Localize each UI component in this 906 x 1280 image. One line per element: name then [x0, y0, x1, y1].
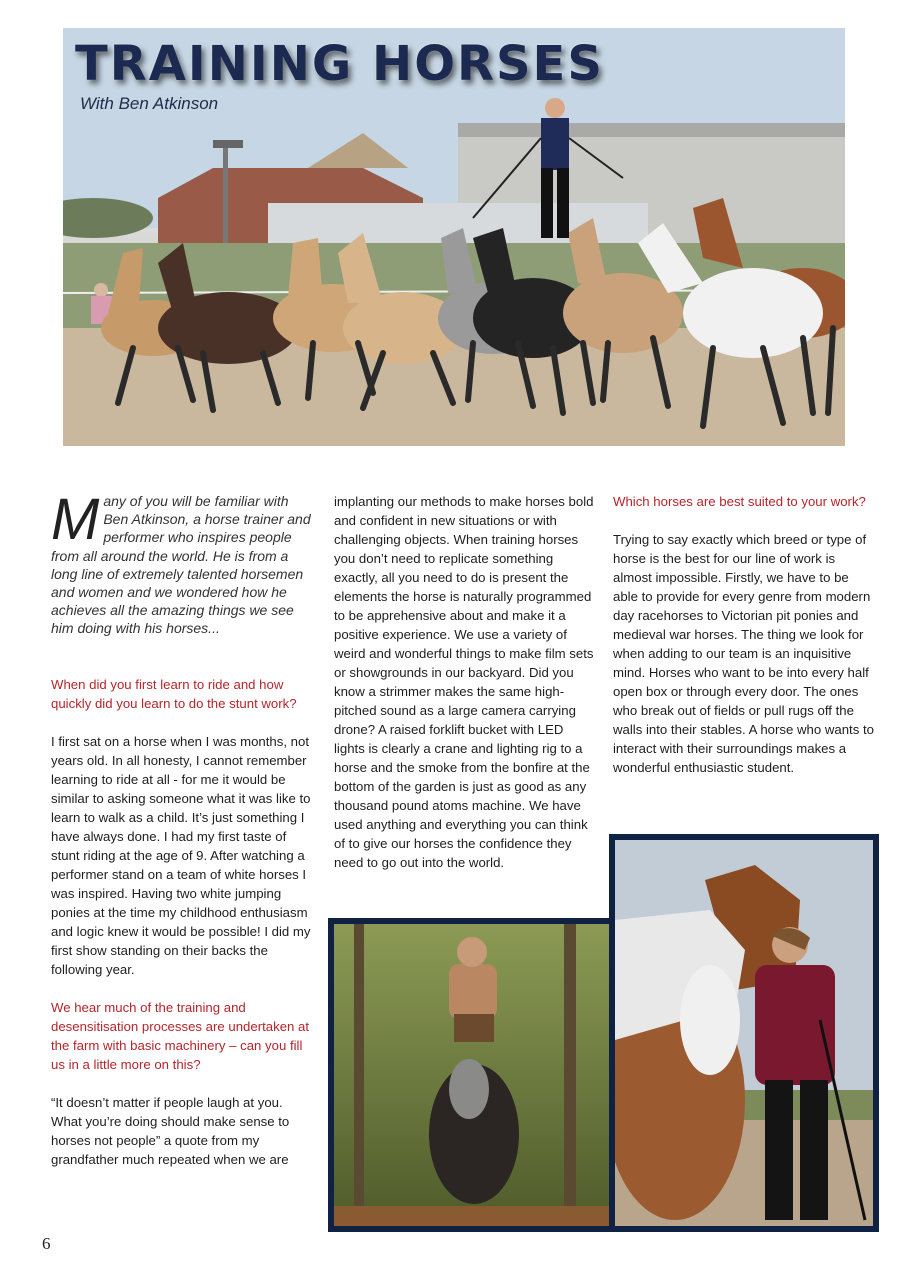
- question-heading: Which horses are best suited to your work?: [613, 494, 866, 509]
- intro-paragraph: [51, 487, 317, 638]
- trainer-with-horses-illustration: [615, 840, 873, 1226]
- article-title: TRAINING HORSES: [75, 36, 604, 92]
- hero-photo: [63, 28, 845, 446]
- article-subtitle: With Ben Atkinson: [80, 94, 219, 113]
- trainer-horses-photo-frame: [609, 834, 879, 1232]
- answer-paragraph: “It doesn’t matter if people laugh at you. What you’re doing should make sense to horses not people” a quote from my grandfather much repeated when we are: [51, 1094, 290, 1167]
- drop-cap: M: [51, 487, 100, 552]
- column-1: [51, 487, 317, 1169]
- column-3: [613, 492, 875, 777]
- question-heading: When did you first learn to ride and how quickly did you learn to do the stunt work?: [51, 676, 297, 711]
- column-2: [334, 492, 596, 872]
- intro-text: any of you will be familiar with Ben Atkinson, a horse trainer and performer who inspires people from all around the world. He is from a long line of extremely talented horsemen and women and we wondered how he achieves all the amazing things we see him doing with his horses...: [51, 493, 311, 637]
- question-heading: We hear much of the training and desensitisation processes are undertaken at the farm with basic machinery – can you fill us in a little more on this?: [51, 999, 310, 1072]
- answer-paragraph: Trying to say exactly which breed or type of horse is the best for our line of work is almost impossible. Firstly, we have to be able to provide for every genre from modern day racehorses to Victorian pit ponies and medieval war horses. The thing we look for when adding to our team is an inquisitive mind. Horses who want to be into every half open box or through every door. The ones who break out of fields or pull rugs off the walls into their stables. A horse who wants to interact with their surroundings makes a wonderful enthusiastic student.: [613, 532, 874, 775]
- rider-jumping-illustration: [334, 924, 612, 1226]
- page-number: 6: [42, 1234, 51, 1253]
- body-paragraph: implanting our methods to make horses bold and confident in new situations or with challenging objects. When training horses you don’t need to replicate something exactly, all you need to do is present the elements the horse is naturally programmed to be apprehensive about and make it a positive experience. We use a variety of weird and wonderful things to make film sets or showgrounds in our backyard. Did you know a strimmer makes the same high-pitched sound as a large camera carrying drone? A raised forklift bucket with LED lights is clearly a crane and lighting rig to a horse and the smoke from the bonfire at the bottom of the garden is just as good as any thousand pound atoms machine. We have used anything and everything you can think of to give our horses the confidence they need to go out into the world.: [334, 494, 594, 870]
- rider-jump-photo-frame: [328, 918, 618, 1232]
- answer-paragraph: I first sat on a horse when I was months, not years old. In all honesty, I cannot remember learning to ride at all - for me it would be similar to asking someone what it was like to learn to walk as a child. It’s just something I have always done. I had my first taste of stunt riding at the age of 9. After watching a performer stand on a team of white horses I was inspired. Having two white jumping ponies at the time my childhood enthusiasm and logic knew it would be possible! I did my first show standing on their backs the following year.: [51, 733, 311, 977]
